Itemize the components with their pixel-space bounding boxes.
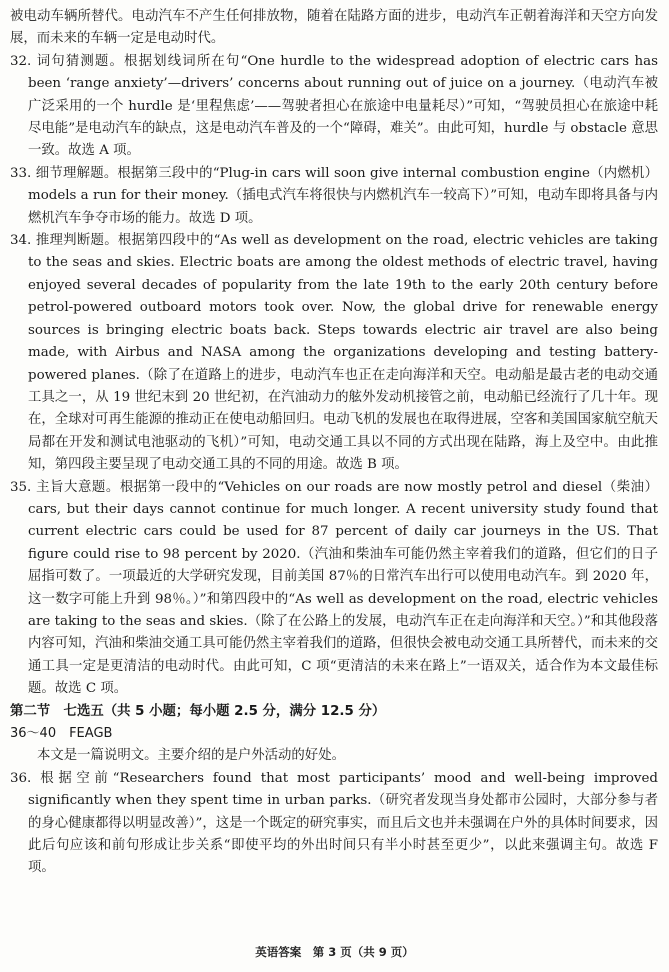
question-34-explanation: 34. 推理判断题。根据第四段中的“As well as development on the road, electric vehicles are taking to the seas and skies. Electric boats are among the oldest methods of electric travel, having enjoyed several decades of popularity from the late 19th to the early 20th century before petrol-powered outboard motors took over. Now, the global drive for renewable energy sources is bringing electric boats back. Steps towards electric air travel are also being made, with Airbus and NASA among the organizations developing and testing battery-powered planes.（除了在道路上的进步，电动汽车也正在走向海洋和天空。电动船是最古老的电动交通工具之一，从 19 世纪末到 20 世纪初，在汽油动力的舷外发动机接管之前，电动船已经流行了几十年。现在，全球对可再生能源的推动正在使电动船回归。电动飞机的发展也在取得进展，空客和美国国家航空航天局都在开发和测试电池驱动的飞机）”可知，电动交通工具以不同的方式出现在陆路，海上及空中。由此推知，第四段主要呈现了电动交通工具的不同的用途。故选 B 项。	[10, 233, 658, 473]
intro-paragraph: 被电动车辆所替代。电动汽车不产生任何排放物，随着在陆路方面的进步，电动汽车正朝着海洋和天空方向发展，而未来的车辆一定是电动时代。	[10, 9, 658, 47]
page-content	[10, 6, 658, 880]
passage-summary: 本文是一篇说明文。主要介绍的是户外活动的好处。	[37, 748, 345, 764]
question-32-explanation: 32. 词句猜测题。根据划线词所在句“One hurdle to the widespread adoption of electric cars has been ‘range anxiety’—drivers’ concerns about running out of juice on a journey.（电动汽车被广泛采用的一个 hurdle 是‘里程焦虑’——驾驶者担心在旅途中电量耗尽）”可知，“驾驶员担心在旅途中耗尽电能”是电动汽车的缺点，这是电动汽车普及的一个“障碍，难关”。由此可知，hurdle 与 obstacle 意思一致。故选 A 项。	[10, 53, 658, 159]
page-footer: 英语答案 第 3 页（共 9 页）	[255, 945, 414, 959]
question-33-explanation: 33. 细节理解题。根据第三段中的“Plug-in cars will soon give internal combustion engine（内燃机）models a run for their money.（插电式汽车将很快与内燃机汽车一较高下）”可知，电动车即将具备与内燃机汽车争夺市场的能力。故选 D 项。	[10, 165, 658, 226]
section-2-heading: 第二节 七选五（共 5 小题；每小题 2.5 分，满分 12.5 分）	[10, 703, 386, 719]
answers-36-40: 36～40 FEAGB	[10, 726, 113, 741]
question-36-explanation: 36. 根据空前“Researchers found that most participants’ mood and well-being improved significantly when they spent time in urban parks.（研究者发现当身处都市公园时，大部分参与者的身心健康都得以明显改善）”，这是一个既定的研究事实，而且后文也并未强调在户外的具体时间要求，因此后句应该和前句形成让步关系“即使平均的外出时间只有半小时甚至更少”，以此来强调主句。故选 F 项。	[10, 770, 658, 876]
question-35-explanation: 35. 主旨大意题。根据第一段中的“Vehicles on our roads are now mostly petrol and diesel（柴油）cars, but their days cannot continue for much longer. A recent university study found that current electric cars could be used for 87 percent of daily car journeys in the US. That figure could rise to 98 percent by 2020.（汽油和柴油车可能仍然主宰着我们的道路，但它们的日子屈指可数了。一项最近的大学研究发现，目前美国 87％的日常汽车出行可以使用电动汽车。到 2020 年，这一数字可能上升到 98％。）”和第四段中的“As well as development on the road, electric vehicles are taking to the seas and skies.（除了在公路上的发展，电动汽车正在走向海洋和天空。）”和其他段落内容可知，汽油和柴油交通工具可能仍然主宰着我们的道路，但很快会被电动交通工具所替代，而未来的交通工具一定是更清洁的电动时代。由此可知，C 项“更清洁的未来在路上”一语双关，适合作为本文最佳标题。故选 C 项。	[10, 479, 658, 697]
